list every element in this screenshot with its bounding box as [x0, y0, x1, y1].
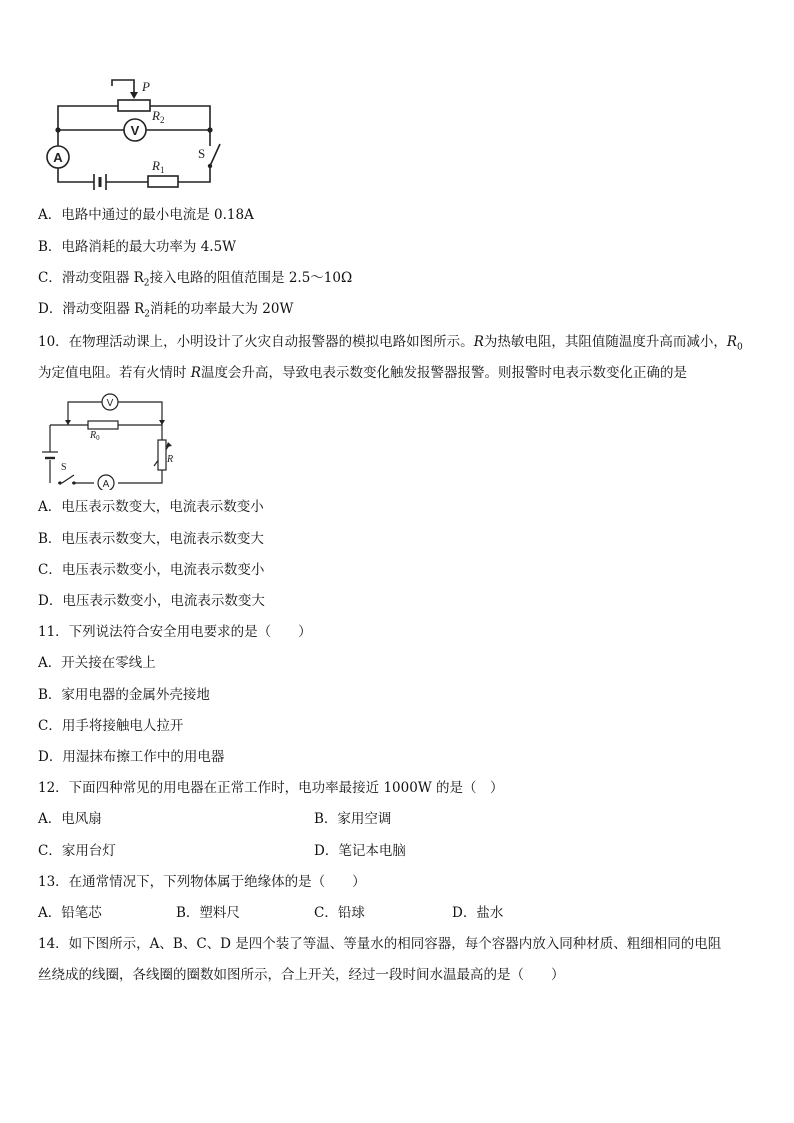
q10-option-d: D．电压表示数变小，电流表示数变大 — [38, 593, 265, 609]
r1-label: R — [152, 158, 160, 173]
q11-option-c: C．用手将接触电人拉开 — [38, 718, 184, 734]
svg-text:R1 — [151, 158, 164, 175]
r2-subscript: 2 — [159, 115, 165, 125]
thermistor-resistor — [158, 440, 166, 470]
svg-text:R2 — [151, 108, 164, 125]
r2-resistor — [118, 100, 150, 111]
q12-option-c: C．家用台灯 — [38, 843, 116, 859]
q12-option-b: B．家用空调 — [314, 811, 392, 827]
r0-label: R — [90, 430, 97, 441]
thermistor-label: R — [167, 454, 174, 465]
q11-option-d: D．用湿抹布擦工作中的用电器 — [38, 749, 225, 765]
q9-option-d: D．滑动变阻器 $R_2$消耗的功率最大为 20W — [38, 301, 294, 320]
svg-text:R0 — [89, 430, 100, 442]
q10-option-c: C．电压表示数变小，电流表示数变小 — [38, 562, 265, 578]
voltmeter-label: V — [130, 123, 140, 138]
switch-label-2: S — [61, 462, 67, 473]
r1-subscript: 1 — [159, 165, 165, 175]
q11-option-a: A．开关接在零线上 — [38, 655, 156, 671]
slider-label: P — [142, 79, 150, 94]
q11-stem: 11．下列说法符合安全用电要求的是（ ） — [38, 624, 312, 640]
q13-option-c: C．铅球 — [314, 905, 365, 921]
q12-stem: 12．下面四种常见的用电器在正常工作时，电功率最接近 1000W 的是（ ） — [38, 780, 504, 796]
q12-option-a: A．电风扇 — [38, 811, 102, 827]
q13-option-b: B．塑料尺 — [176, 905, 240, 921]
q11-option-b: B．家用电器的金属外壳接地 — [38, 687, 210, 703]
q10-option-b: B．电压表示数变大，电流表示数变大 — [38, 531, 264, 547]
q13-option-a: A．铅笔芯 — [38, 905, 102, 921]
q9-option-a: A．电路中通过的最小电流是 0.18A — [38, 207, 254, 223]
q9-option-b: B．电路消耗的最大功率为 4.5W — [38, 239, 237, 255]
circuit-figure-2 — [38, 390, 183, 490]
voltmeter-label-2: V — [106, 398, 114, 409]
q10-stem-line2: 为定值电阻。若有火情时 R温度会升高，导致电表示数变化触发报警器报警。则报警时电表示数变化正确的是 — [38, 365, 687, 381]
circuit-figure-1 — [38, 78, 228, 196]
r0-resistor — [88, 421, 118, 429]
q14-stem-line2: 丝绕成的线圈，各线圈的圈数如图所示，合上开关，经过一段时间水温最高的是（ ） — [38, 967, 565, 983]
ammeter-label-2: A — [102, 479, 110, 490]
ammeter-label: A — [53, 150, 63, 165]
q9-option-c: C．滑动变阻器 $R_2$接入电路的阻值范围是 2.5～10Ω — [38, 270, 353, 289]
q12-option-d: D．笔记本电脑 — [314, 843, 406, 859]
r0-subscript: 0 — [96, 434, 100, 442]
q10-option-a: A．电压表示数变大，电流表示数变小 — [38, 499, 264, 515]
q13-stem: 13．在通常情况下，下列物体属于绝缘体的是（ ） — [38, 874, 366, 890]
q10-stem-line1: 10．在物理活动课上，小明设计了火灾自动报警器的模拟电路如图所示。R为热敏电阻，其阻值随温度升高而减小，$R_0$ — [38, 334, 743, 353]
r2-label: R — [152, 108, 160, 123]
switch-label: S — [198, 146, 206, 161]
r1-resistor — [148, 176, 178, 187]
slider-arrow — [130, 92, 138, 99]
q13-option-d: D．盐水 — [452, 905, 504, 921]
q14-stem-line1: 14．如下图所示，A、B、C、D 是四个装了等温、等量水的相同容器，每个容器内放入同种材质、粗细相同的电阻 — [38, 936, 722, 952]
